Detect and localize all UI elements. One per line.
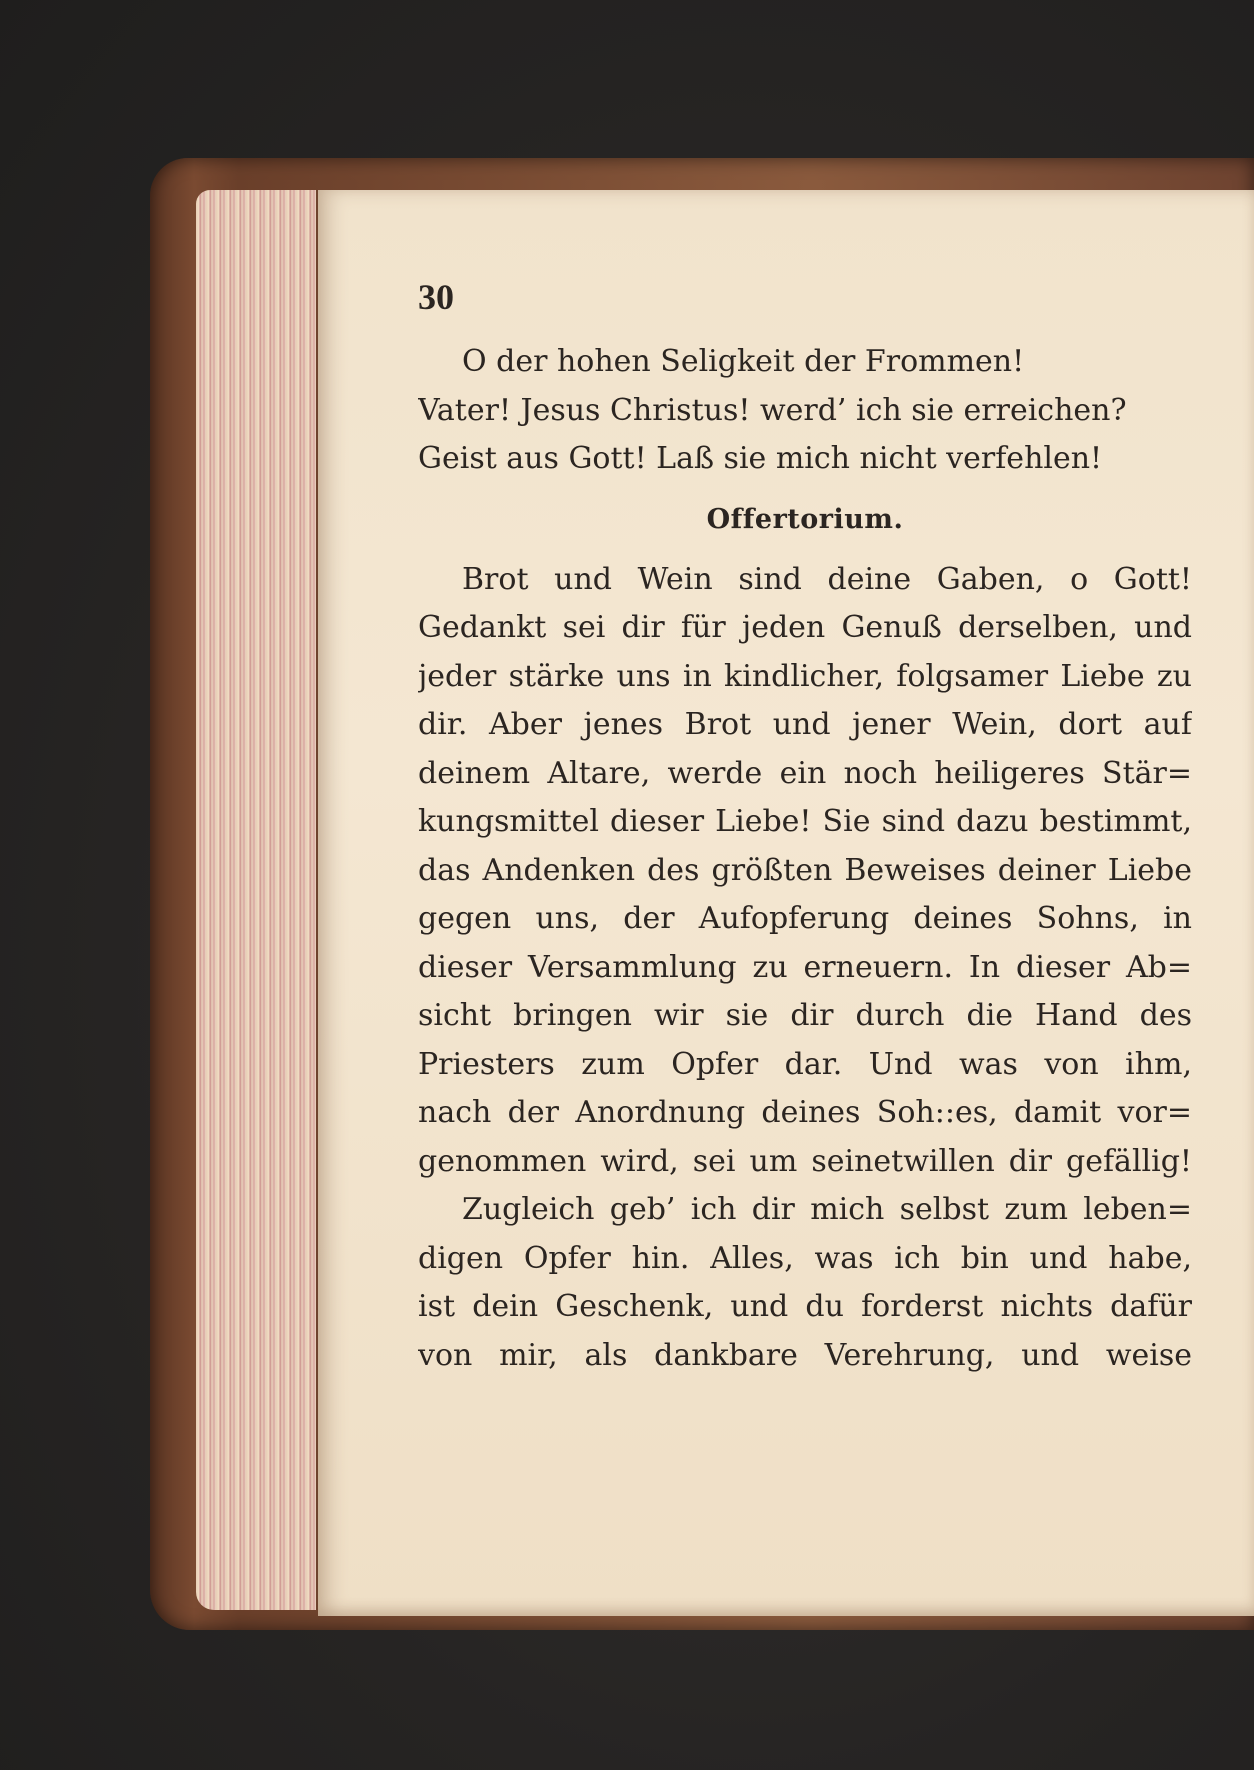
page-text	[418, 280, 1192, 1380]
text-line: Zugleich geb’ ich dir mich selbst zum leben=	[462, 1192, 1192, 1227]
page-number: 30	[418, 277, 454, 317]
text-line: Brot und Wein sind deine Gaben, o Gott!	[462, 561, 1192, 597]
text-line: genommen wird, sei um seinetwillen dir gefällig!	[418, 1143, 1192, 1179]
text-line: sicht bringen wir sie dir durch die Hand des	[418, 998, 1192, 1033]
paragraph	[418, 1186, 1192, 1380]
verse-line: Geist aus Gott! Laß sie mich nicht verfehlen!	[418, 441, 1103, 476]
text-line: gegen uns, der Aufopferung deines Sohns, in	[418, 901, 1192, 936]
paragraph	[418, 556, 1192, 1187]
verse-line: O der hohen Seligkeit der Frommen!	[462, 344, 1025, 379]
text-line: deinem Altare, werde ein noch heiligeres Stär=	[418, 755, 1192, 791]
verse-stanza	[418, 338, 1192, 484]
verse-line: Vater! Jesus Christus! werd’ ich sie erreichen?	[418, 392, 1127, 428]
text-line: kungsmittel dieser Liebe! Sie sind dazu bestimmt,	[418, 804, 1192, 839]
text-line: dieser Versammlung zu erneuern. In dieser Ab=	[418, 949, 1192, 985]
text-line: das Andenken des größten Beweises deiner Liebe	[418, 852, 1192, 888]
page-edges	[196, 190, 316, 1610]
text-line: Gedankt sei dir für jeden Genuß derselben, und	[418, 610, 1192, 645]
text-line: digen Opfer hin. Alles, was ich bin und habe,	[418, 1240, 1192, 1276]
text-line: von mir, als dankbare Verehrung, und weise	[418, 1337, 1192, 1373]
section-heading: Offertorium.	[706, 503, 904, 535]
text-line: ist dein Geschenk, und du forderst nichts dafür	[418, 1289, 1192, 1324]
text-line: nach der Anordnung deines Soh::es, damit vor=	[418, 1095, 1192, 1130]
text-line: dir. Aber jenes Brot und jener Wein, dort auf	[418, 707, 1192, 742]
text-line: jeder stärke uns in kindlicher, folgsamer Liebe zu	[418, 658, 1192, 694]
text-line: Priesters zum Opfer dar. Und was von ihm,	[418, 1046, 1192, 1082]
